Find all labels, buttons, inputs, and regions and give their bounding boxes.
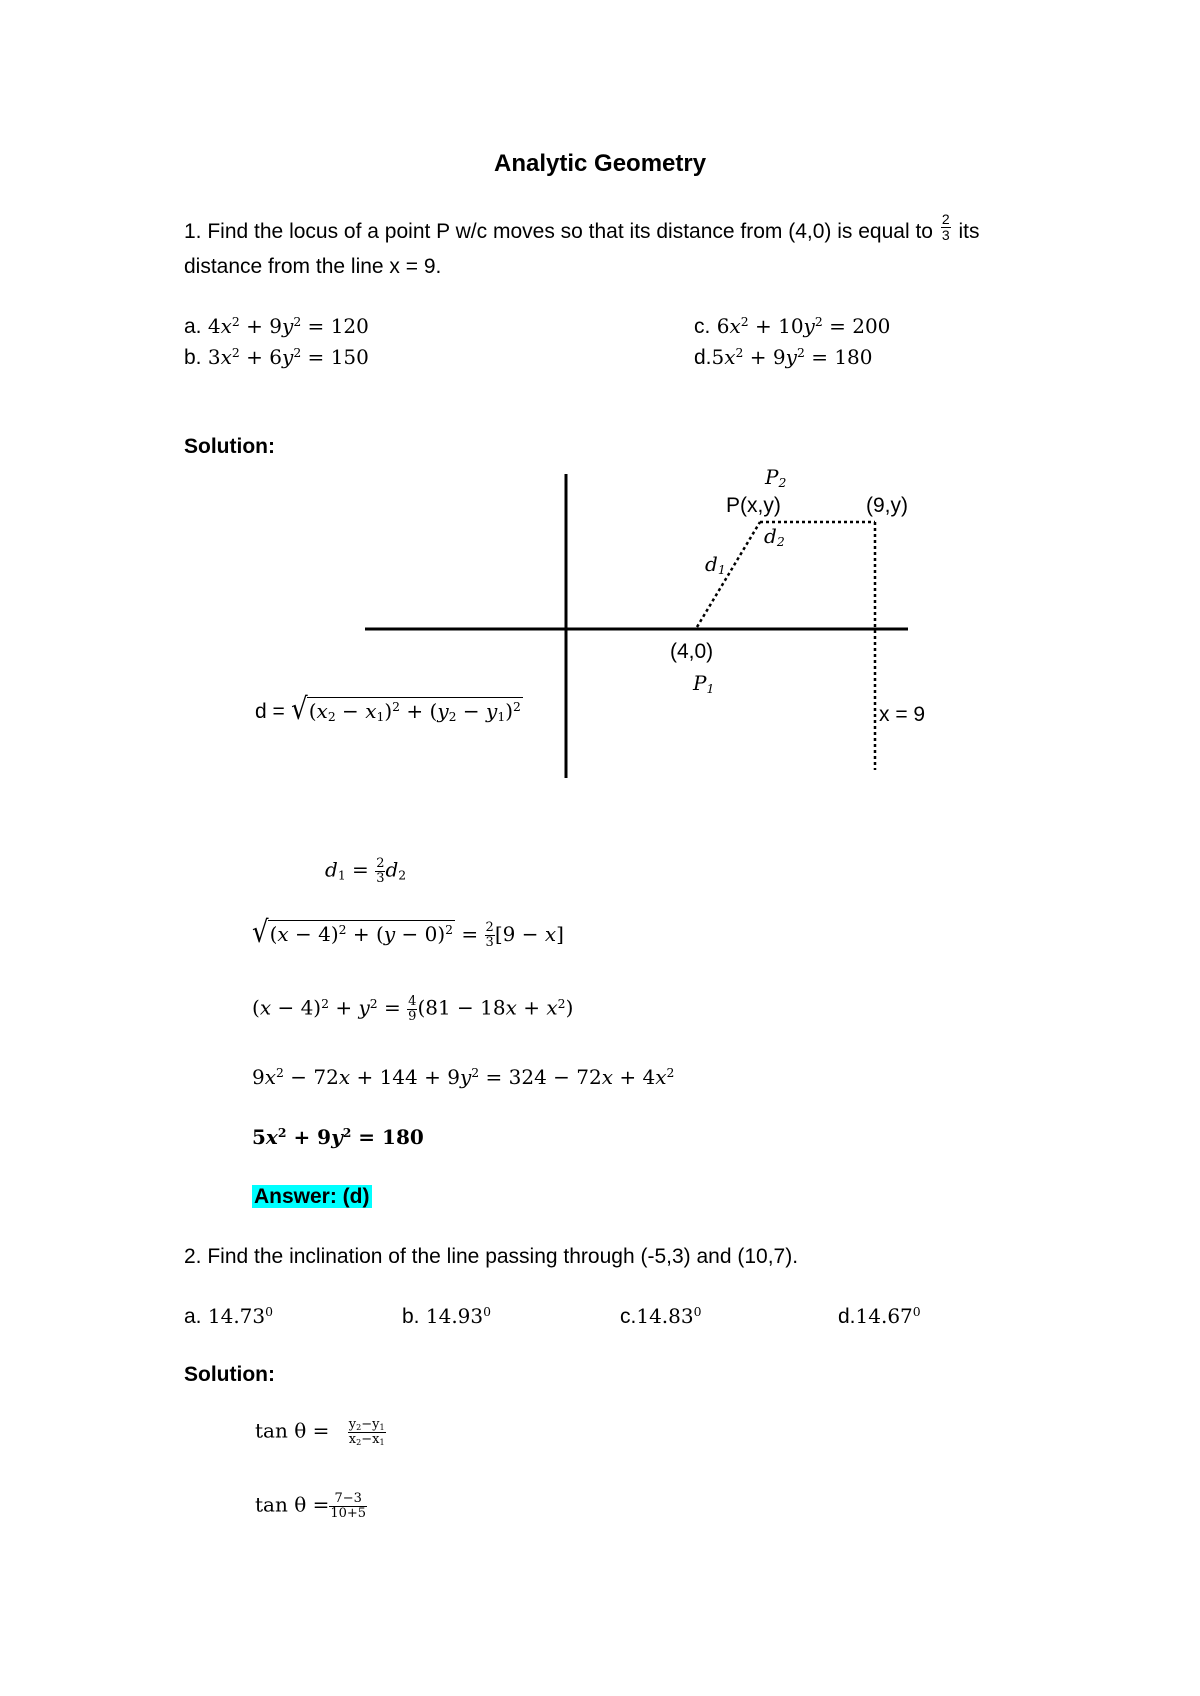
step-tan-values: tan θ = $\frac{7-3}{10+5}$ <box>255 1491 367 1521</box>
label-p2: $P_2$ <box>765 465 787 491</box>
question-1-text-line-2: distance from the line x = 9. <box>184 255 442 278</box>
label-d1: $d_1$ <box>705 552 726 578</box>
step-sqrt-equation: √ $(x - 4)^2 + (y - 0)^2$ = $\frac{2}{3}$ [9 − x] <box>252 915 564 951</box>
question-1-fraction: $\frac{2}{3}$ <box>941 211 950 243</box>
label-9y: (9,y) <box>866 494 908 517</box>
label-x-equals-9: x = 9 <box>879 703 926 726</box>
q2-choice-c: c.14.83$^0$ <box>620 1304 702 1328</box>
label-4-0: (4,0) <box>670 640 714 663</box>
solution-1-label: Solution: <box>184 435 275 458</box>
step-expand: $(x - 4)^2 + y^2$ = $\frac{4}{9}$ $(81 - 18x + x^2)$ <box>252 994 574 1024</box>
answer-1: Answer: (d) <box>254 1185 370 1208</box>
choice-b: b. $3x^2 + 6y^2 = 150$ <box>184 345 369 369</box>
choice-c: c. $6x^2 + 10y^2 = 200$ <box>694 314 891 338</box>
step-d1-equals: $d_1$ = $\frac{2}{3}$ $d_2$ <box>325 856 407 886</box>
question-2-body: Find the inclination of the line passing through (-5,3) and (10,7). <box>207 1245 799 1268</box>
question-1-text-part-b: its <box>958 220 980 243</box>
solution-2-label: Solution: <box>184 1363 275 1386</box>
choice-d: $d.5x^2 + 9y^2 = 180$ <box>694 345 873 369</box>
choice-a: a. $4x^2 + 9y^2 = 120$ <box>184 314 369 338</box>
label-p1: $P_1$ <box>693 671 715 697</box>
question-2-text <box>184 1245 798 1269</box>
q2-choice-b: b. 14.93$^0$ <box>402 1304 492 1328</box>
page-title: Analytic Geometry <box>494 150 707 177</box>
question-2-number: 2. <box>184 1245 202 1268</box>
question-1-number: 1. <box>184 220 202 243</box>
label-d2: $d_2$ <box>764 524 785 550</box>
step-simplify: $9x^2 - 72x + 144 + 9y^2 = 324 - 72x + 4x^2$ <box>252 1065 675 1089</box>
step-tan-formula: tan θ = $\frac{y_2-y_1}{x_2-x_1}$ <box>255 1417 385 1447</box>
distance-formula: d = √ $(x_2 - x_1)^2 + (y_2 - y_1)^2$ <box>255 692 521 728</box>
q2-choice-d: d.14.67$^0$ <box>838 1304 921 1328</box>
label-pxy: P(x,y) <box>726 494 781 517</box>
q2-choice-a: a. 14.73$^0$ <box>184 1304 274 1328</box>
step-result: $5x^2 + 9y^2 = 180$ <box>252 1125 424 1149</box>
question-1-text-part-a: Find the locus of a point P w/c moves so that its distance from (4,0) is equal to <box>207 220 933 243</box>
